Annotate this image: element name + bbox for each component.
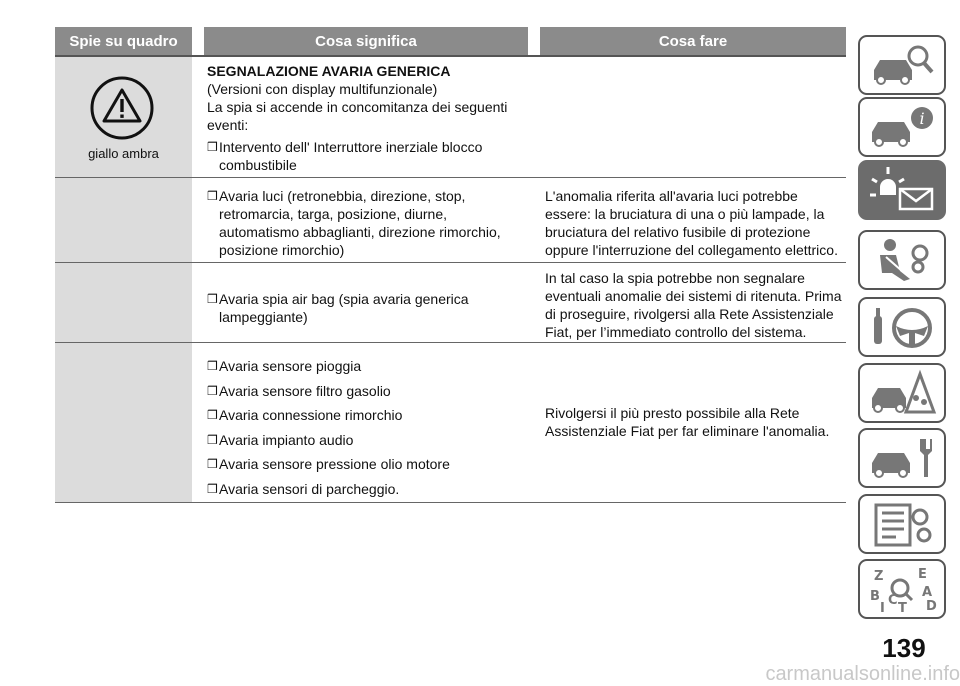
tab-index[interactable] [858, 559, 946, 619]
row1-meaning [207, 62, 525, 174]
checkbox-bullet-icon: ❒ [207, 140, 218, 154]
page-number: 139 [882, 633, 926, 663]
svg-text:Z: Z [874, 569, 884, 584]
checkbox-bullet-icon: ❒ [207, 408, 218, 422]
car-info-icon [866, 102, 938, 152]
list-item [207, 379, 525, 404]
checkbox-bullet-icon: ❒ [207, 457, 218, 471]
warning-light-icon [866, 165, 938, 215]
action-text: L'anomalia riferita all'avaria luci potrebbe essere: la bruciatura di una o più lampade, la bruciatura del relativo fusibile di protezione oppure l'interruzione del collegamento elettrico. [545, 188, 838, 258]
checkbox-bullet-icon: ❒ [207, 481, 218, 496]
svg-text:T: T [898, 601, 907, 614]
list-item-text: Avaria connessione rimorchio [219, 407, 403, 423]
list-item-text: Avaria spia air bag (spia avaria generica lampeggiante) [219, 291, 469, 325]
svg-text:i: i [919, 109, 925, 128]
row-divider [55, 177, 846, 178]
column-header-meaning: Cosa significa [204, 27, 528, 55]
column-header-icon: Spie su quadro [55, 27, 192, 55]
row1-line: (Versioni con display multifunzionale) [207, 81, 438, 97]
row2-meaning [207, 187, 525, 259]
tab-emergency[interactable] [858, 363, 946, 423]
car-wrench-icon [866, 433, 938, 483]
list-item [207, 403, 525, 428]
list-item [207, 138, 525, 174]
car-crash-icon [866, 368, 938, 418]
tab-driving[interactable] [858, 297, 946, 357]
checkbox-bullet-icon: ❒ [207, 189, 218, 203]
list-item [207, 354, 525, 379]
tab-safety[interactable] [858, 230, 946, 290]
action-text: Rivolgersi il più presto possibile alla Rete Assistenziale Fiat per far eliminare l'anomalia. [545, 405, 830, 439]
specs-list-icon [866, 499, 938, 549]
list-item-text: Avaria sensore filtro gasolio [219, 382, 391, 399]
svg-text:I: I [880, 601, 885, 614]
list-item [207, 290, 525, 326]
list-item-text: Avaria sensore pioggia [219, 358, 362, 374]
fault-title: SEGNALAZIONE AVARIA GENERICA [207, 63, 451, 79]
icon-cell-row3 [55, 263, 192, 342]
list-item [207, 452, 525, 477]
row3-meaning [207, 290, 525, 326]
car-search-icon [866, 40, 938, 90]
checkbox-bullet-icon: ❒ [207, 292, 218, 306]
svg-text:D: D [926, 599, 937, 614]
warning-triangle-icon [89, 75, 155, 141]
row3-action [545, 269, 846, 341]
watermark: carmanualsonline.info [765, 663, 960, 685]
svg-text:C: C [888, 593, 898, 608]
list-item [207, 477, 525, 502]
row-divider [55, 342, 846, 343]
list-item-text: Avaria luci (retronebbia, direzione, stop, retromarcia, targa, posizione, diurne, automatismo abbaglianti, direzione rimorchio, posizione rimorchio) [219, 188, 501, 258]
tab-car-search[interactable] [858, 35, 946, 95]
airbag-person-icon [866, 235, 938, 285]
row2-action [545, 187, 846, 259]
svg-text:E: E [918, 567, 927, 582]
row-divider [55, 262, 846, 263]
list-item [207, 428, 525, 453]
tab-warning-lights[interactable] [858, 160, 946, 220]
tab-car-info[interactable] [858, 97, 946, 157]
tab-maintenance[interactable] [858, 428, 946, 488]
checkbox-bullet-icon: ❒ [207, 359, 218, 373]
icon-color-label: giallo ambra [88, 146, 159, 161]
alphabet-index-icon [866, 564, 938, 614]
list-item-text: Avaria sensori di parcheggio. [219, 480, 400, 497]
list-item-text: Intervento dell' Interruttore inerziale blocco combustibile [219, 139, 483, 173]
icon-cell-row4 [55, 343, 192, 502]
svg-text:A: A [922, 585, 933, 600]
checkbox-bullet-icon: ❒ [207, 383, 218, 398]
list-item [207, 187, 525, 259]
icon-cell-row2 [55, 178, 192, 262]
row1-line: La spia si accende in concomitanza dei seguenti eventi: [207, 99, 508, 133]
svg-text:B: B [870, 589, 880, 604]
list-item-text: Avaria impianto audio [219, 431, 354, 448]
column-header-action: Cosa fare [540, 27, 846, 55]
list-item-text: Avaria sensore pressione olio motore [219, 456, 450, 472]
row4-meaning [207, 354, 525, 501]
row-divider [55, 502, 846, 503]
action-text: In tal caso la spia potrebbe non segnalare eventuali anomalie dei sistemi di ritenuta. Prima di proseguire, rivolgersi alla Rete Assistenziale Fiat, per l’immediato controllo del sistema. [545, 270, 842, 340]
tab-specifications[interactable] [858, 494, 946, 554]
steering-wheel-icon [866, 302, 938, 352]
checkbox-bullet-icon: ❒ [207, 432, 218, 447]
row4-action [545, 404, 846, 440]
